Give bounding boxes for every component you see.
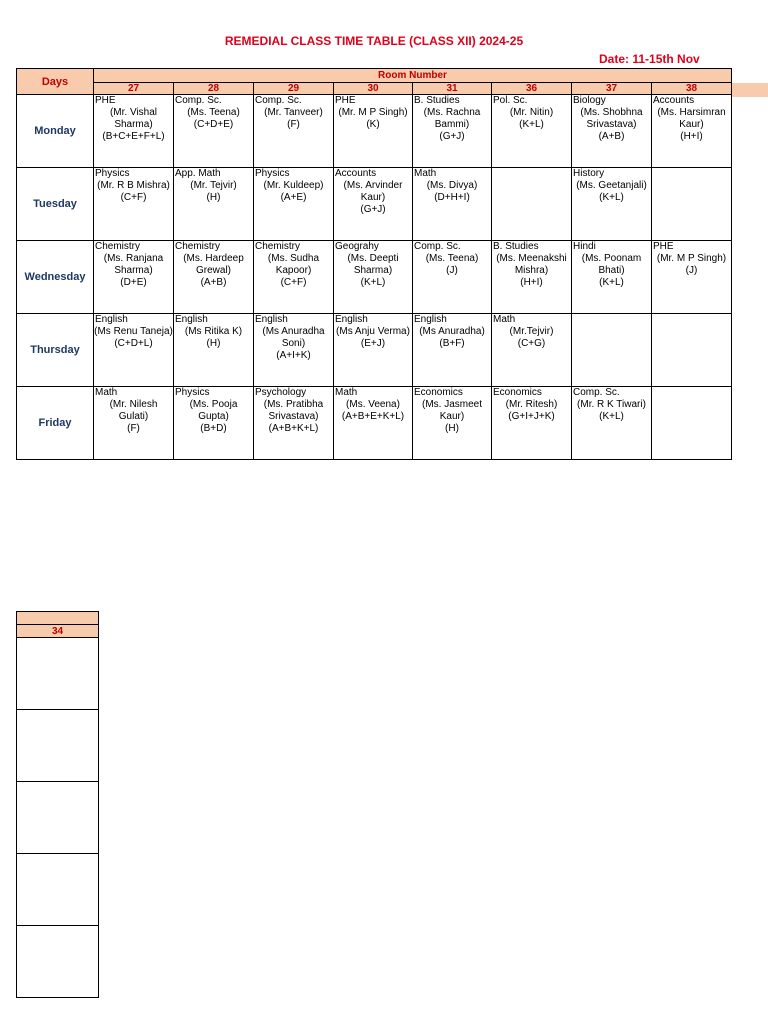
class-groups: (K+L) <box>519 119 544 130</box>
class-groups: (D+H+I) <box>434 192 470 203</box>
class-cell <box>413 314 492 387</box>
class-cell <box>492 241 572 314</box>
class-cell <box>334 314 413 387</box>
class-cell <box>254 241 334 314</box>
class-teacher: (Ms. Meenakshi Mishra) <box>496 253 567 276</box>
class-subject: Math <box>493 314 516 325</box>
day-label: Tuesday <box>17 168 94 241</box>
class-cell <box>174 95 254 168</box>
class-teacher: (Ms. Pooja Gupta) <box>189 399 238 422</box>
class-cell <box>652 314 732 387</box>
room-header: 29 <box>254 83 334 95</box>
class-groups: (F) <box>127 423 140 434</box>
class-teacher: (Ms. Geetanjali) <box>576 180 647 191</box>
room-number-header: Room Number <box>94 69 732 83</box>
class-subject: B. Studies <box>414 95 460 106</box>
class-subject: App. Math <box>175 168 221 179</box>
room-header: 37 <box>572 83 652 95</box>
day-label: Wednesday <box>17 241 94 314</box>
class-cell <box>413 241 492 314</box>
class-groups: (B+C+E+F+L) <box>102 131 165 142</box>
class-cell <box>492 314 572 387</box>
class-groups: (K) <box>366 119 380 130</box>
class-groups: (G+J) <box>439 131 465 142</box>
class-subject: PHE <box>335 95 356 106</box>
class-subject: English <box>335 314 368 325</box>
class-subject: Comp. Sc. <box>573 387 620 398</box>
day-label: Monday <box>17 95 94 168</box>
class-subject: Chemistry <box>175 241 221 252</box>
class-subject: Economics <box>414 387 463 398</box>
class-groups: (A+B) <box>200 277 227 288</box>
class-cell <box>254 168 334 241</box>
class-subject: English <box>414 314 447 325</box>
day-row <box>17 95 732 168</box>
class-teacher: (Ms. Harsimran Kaur) <box>657 107 726 130</box>
class-cell <box>174 168 254 241</box>
class-teacher: (Ms. Jasmeet Kaur) <box>421 399 482 422</box>
class-groups: (G+J) <box>360 204 386 215</box>
class-cell <box>94 95 174 168</box>
class-subject: Comp. Sc. <box>414 241 461 252</box>
class-subject: Physics <box>175 387 210 398</box>
room-header: 31 <box>413 83 492 95</box>
class-subject: Math <box>335 387 358 398</box>
class-cell <box>254 314 334 387</box>
class-subject: Accounts <box>335 168 377 179</box>
class-subject: PHE <box>95 95 116 106</box>
class-cell <box>413 95 492 168</box>
class-cell <box>572 168 652 241</box>
class-groups: (C+D+L) <box>114 338 153 349</box>
class-groups: (C+G) <box>517 338 546 349</box>
class-subject: Comp. Sc. <box>255 95 302 106</box>
class-teacher: (Mr. Nilesh Gulati) <box>109 399 158 422</box>
class-cell <box>413 168 492 241</box>
class-cell <box>572 387 652 460</box>
class-subject: Physics <box>255 168 290 179</box>
room-header: 27 <box>94 83 174 95</box>
extra-room-header: 34 <box>17 625 99 638</box>
class-subject: Physics <box>95 168 130 179</box>
class-cell <box>652 168 732 241</box>
class-teacher: (Ms. Hardeep Grewal) <box>183 253 244 276</box>
class-cell <box>254 387 334 460</box>
class-teacher: (Ms. Teena) <box>187 107 240 118</box>
class-teacher: (Mr. Tanveer) <box>264 107 323 118</box>
class-teacher: (Ms. Pratibha Srivastava) <box>263 399 324 422</box>
class-groups: (H) <box>206 338 221 349</box>
class-groups: (A+E) <box>280 192 307 203</box>
class-subject: Math <box>414 168 437 179</box>
class-teacher: (Ms. Veena) <box>346 399 400 410</box>
class-subject: Biology <box>573 95 606 106</box>
class-teacher: (Mr. Nitin) <box>509 107 554 118</box>
class-cell <box>492 95 572 168</box>
class-cell <box>413 387 492 460</box>
class-groups: (G+I+J+K) <box>508 411 555 422</box>
class-groups: (H+I) <box>680 131 703 142</box>
class-groups: (K+L) <box>360 277 386 288</box>
class-subject: English <box>95 314 128 325</box>
class-subject: English <box>175 314 208 325</box>
class-subject: English <box>255 314 288 325</box>
class-groups: (K+L) <box>599 411 624 422</box>
class-subject: Hindi <box>573 241 596 252</box>
class-groups: (C+F) <box>280 277 307 288</box>
class-cell <box>652 95 732 168</box>
class-cell <box>492 387 572 460</box>
class-subject: Chemistry <box>255 241 301 252</box>
class-subject: PHE <box>653 241 674 252</box>
class-groups: (A+B+K+L) <box>268 423 319 434</box>
day-label: Friday <box>17 387 94 460</box>
class-cell <box>572 314 652 387</box>
extra-cell <box>17 710 99 782</box>
header-fill-strip <box>731 83 768 97</box>
class-cell <box>174 314 254 387</box>
room-header: 38 <box>652 83 732 95</box>
class-groups: (C+D+E) <box>193 119 234 130</box>
class-groups: (H) <box>206 192 221 203</box>
class-cell <box>652 241 732 314</box>
class-groups: (H) <box>445 423 459 434</box>
class-groups: (B+D) <box>200 423 227 434</box>
day-row <box>17 168 732 241</box>
class-groups: (J) <box>446 265 458 276</box>
class-subject: B. Studies <box>493 241 539 252</box>
class-cell <box>334 387 413 460</box>
class-groups: (A+B) <box>598 131 625 142</box>
class-cell <box>334 95 413 168</box>
class-cell <box>94 168 174 241</box>
class-teacher: (Mr.Tejvir) <box>509 326 554 337</box>
class-groups: (A+I+K) <box>276 350 311 361</box>
class-groups: (F) <box>287 119 300 130</box>
class-teacher: (Ms. Rachna Bammi) <box>423 107 481 130</box>
class-teacher: (Mr. Tejvir) <box>190 180 237 191</box>
class-teacher: (Mr. R B Mishra) <box>97 180 170 191</box>
class-teacher: (Ms. Divya) <box>426 180 478 191</box>
class-subject: Geograhy <box>335 241 379 252</box>
class-teacher: (Mr. M P Singh) <box>338 107 408 118</box>
class-teacher: (Ms Anuradha Soni) <box>262 326 325 349</box>
class-cell <box>174 387 254 460</box>
day-label: Thursday <box>17 314 94 387</box>
class-teacher: (Ms Ritika K) <box>184 326 243 337</box>
class-cell <box>174 241 254 314</box>
extra-cell <box>17 926 99 998</box>
class-teacher: (Mr. M P Singh) <box>656 253 727 264</box>
class-cell <box>94 241 174 314</box>
class-cell <box>492 168 572 241</box>
class-groups: (H+I) <box>520 277 543 288</box>
class-teacher: (Ms. Arvinder Kaur) <box>343 180 403 203</box>
timetable <box>16 68 732 460</box>
class-cell <box>254 95 334 168</box>
class-groups: (A+B+E+K+L) <box>341 411 405 422</box>
class-groups: (K+L) <box>599 192 624 203</box>
days-header: Days <box>17 69 94 95</box>
class-teacher: (Ms. Deepti Sharma) <box>347 253 399 276</box>
class-subject: Pol. Sc. <box>493 95 528 106</box>
class-groups: (J) <box>685 265 698 276</box>
extra-room-table <box>16 611 99 998</box>
date-label: Date: 11-15th Nov <box>599 52 700 66</box>
extra-cell <box>17 638 99 710</box>
class-teacher: (Ms. Poonam Bhati) <box>581 253 642 276</box>
day-row <box>17 314 732 387</box>
class-cell <box>572 241 652 314</box>
class-teacher: (Ms Anju Verma) <box>336 326 410 337</box>
class-subject: Accounts <box>653 95 695 106</box>
class-groups: (E+J) <box>360 338 386 349</box>
class-teacher: (Mr. Ritesh) <box>505 399 558 410</box>
class-teacher: (Ms Anuradha) <box>419 326 485 337</box>
class-subject: History <box>573 168 605 179</box>
class-subject: Comp. Sc. <box>175 95 222 106</box>
class-teacher: (Ms Renu Taneja) <box>94 326 173 337</box>
room-header: 30 <box>334 83 413 95</box>
class-cell <box>572 95 652 168</box>
class-cell <box>334 168 413 241</box>
room-header: 28 <box>174 83 254 95</box>
class-subject: Math <box>95 387 118 398</box>
class-cell <box>652 387 732 460</box>
class-groups: (C+F) <box>120 192 147 203</box>
class-subject: Chemistry <box>95 241 141 252</box>
page-title: REMEDIAL CLASS TIME TABLE (CLASS XII) 2024-25 <box>224 34 524 48</box>
class-teacher: (Ms. Shobhna Srivastava) <box>580 107 643 130</box>
class-cell <box>94 314 174 387</box>
class-teacher: (Ms. Ranjana Sharma) <box>103 253 164 276</box>
class-teacher: (Ms. Sudha Kapoor) <box>267 253 320 276</box>
extra-header-blank <box>17 612 99 625</box>
class-subject: Psychology <box>255 387 307 398</box>
class-teacher: (Ms. Teena) <box>425 253 479 264</box>
class-teacher: (Mr. Vishal Sharma) <box>109 107 158 130</box>
class-subject: Economics <box>493 387 542 398</box>
extra-cell <box>17 782 99 854</box>
class-groups: (D+E) <box>120 277 147 288</box>
class-cell <box>334 241 413 314</box>
class-cell <box>94 387 174 460</box>
day-row <box>17 387 732 460</box>
class-groups: (B+F) <box>439 338 465 349</box>
day-row <box>17 241 732 314</box>
class-groups: (K+L) <box>599 277 624 288</box>
class-teacher: (Mr. R K Tiwari) <box>577 399 646 410</box>
room-header: 36 <box>492 83 572 95</box>
extra-cell <box>17 854 99 926</box>
class-teacher: (Mr. Kuldeep) <box>263 180 324 191</box>
